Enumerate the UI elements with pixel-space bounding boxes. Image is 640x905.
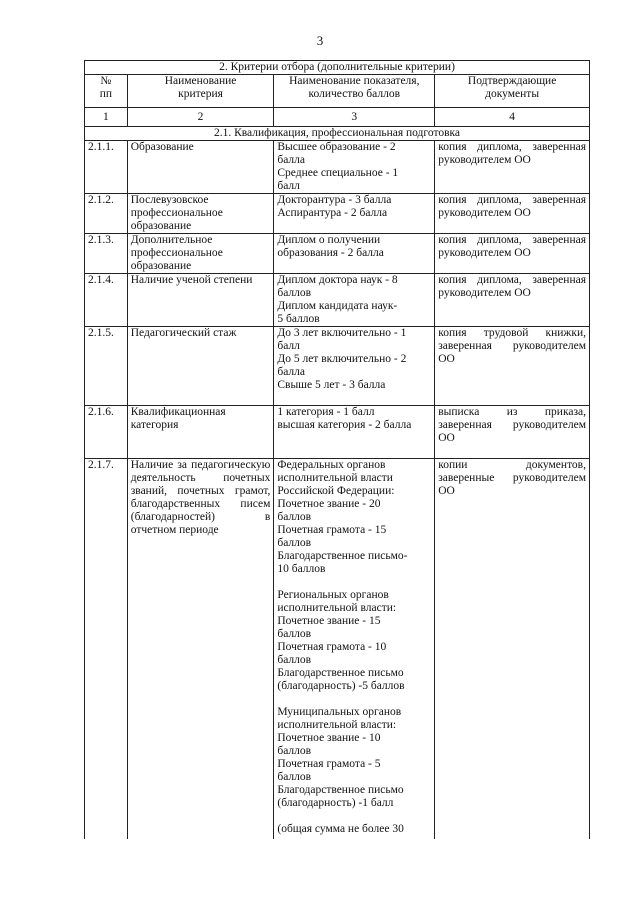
header-indicator: Наименование показателя, количество баллов <box>274 75 435 108</box>
row-number: 2.1.7. <box>85 459 128 840</box>
supporting-documents: выписка из приказа, заверенная руководителем ОО <box>435 406 590 459</box>
supporting-documents: копия трудовой книжки, заверенная руководителем ОО <box>435 327 590 406</box>
indicator-points: 1 категория - 1 балл высшая категория - 2 балла <box>274 406 435 459</box>
indicator-points: Докторантура - 3 балла Аспирантура - 2 балла <box>274 194 435 234</box>
row-number: 2.1.2. <box>85 194 128 234</box>
table-row <box>85 327 590 406</box>
criterion-name: Педагогический стаж <box>127 327 274 406</box>
indicator-points: Высшее образование - 2 балла Среднее специальное - 1 балл <box>274 141 435 194</box>
row-number: 2.1.6. <box>85 406 128 459</box>
table-row <box>85 141 590 194</box>
criterion-name: Наличие за педагогическую деятельность почетных званий, почетных грамот, благодарственных писем (благодарностей) в отчетном периоде <box>127 459 274 840</box>
criterion-name: Квалификационная категория <box>127 406 274 459</box>
indicator-points: До 3 лет включительно - 1 балл До 5 лет включительно - 2 балла Свыше 5 лет - 3 балла <box>274 327 435 406</box>
indicator-points: Диплом о получении образования - 2 балла <box>274 234 435 274</box>
row-number: 2.1.5. <box>85 327 128 406</box>
page-number: 3 <box>316 33 324 48</box>
criterion-name: Послевузовское профессиональное образование <box>127 194 274 234</box>
header-number: № пп <box>85 75 128 108</box>
supporting-documents: копия диплома, заверенная руководителем ОО <box>435 141 590 194</box>
table-row <box>85 459 590 840</box>
indicator-points: Федеральных органов исполнительной власти Российской Федерации: Почетное звание - 20 баллов Почетная грамота - 15 баллов Благодарственное письмо- 10 баллов Региональных органов исполнительной власти: Почетное звание - 15 баллов Почетная грамота - 10 баллов Благодарственное письмо (благодарность) -5 баллов Муниципальных органов исполнительной власти: Почетное звание - 10 баллов Почетная грамота - 5 баллов Благодарственное письмо (благодарность) -1 балл (общая сумма не более 30 <box>274 459 435 840</box>
column-number: 3 <box>274 108 435 127</box>
header-documents: Подтверждающие документы <box>435 75 590 108</box>
criterion-name: Наличие ученой степени <box>127 274 274 327</box>
indicator-points: Диплом доктора наук - 8 баллов Диплом кандидата наук- 5 баллов <box>274 274 435 327</box>
table-row <box>85 234 590 274</box>
column-number-row <box>85 108 590 127</box>
table-row <box>85 194 590 234</box>
column-number: 4 <box>435 108 590 127</box>
column-number: 2 <box>127 108 274 127</box>
header-row <box>85 75 590 108</box>
section-title: 2. Критерии отбора (дополнительные критерии) <box>85 61 590 75</box>
supporting-documents: копия диплома, заверенная руководителем ОО <box>435 274 590 327</box>
row-number: 2.1.4. <box>85 274 128 327</box>
column-number: 1 <box>85 108 128 127</box>
criteria-table <box>84 60 590 839</box>
table-row <box>85 406 590 459</box>
criterion-name: Дополнительное профессиональное образование <box>127 234 274 274</box>
subsection-title-row <box>85 127 590 141</box>
section-title-row <box>85 61 590 75</box>
supporting-documents: копии документов, заверенные руководителем ОО <box>435 459 590 840</box>
subsection-title: 2.1. Квалификация, профессиональная подготовка <box>85 127 590 141</box>
row-number: 2.1.3. <box>85 234 128 274</box>
row-number: 2.1.1. <box>85 141 128 194</box>
header-criterion-name: Наименование критерия <box>127 75 274 108</box>
table-row <box>85 274 590 327</box>
supporting-documents: копия диплома, заверенная руководителем ОО <box>435 194 590 234</box>
criterion-name: Образование <box>127 141 274 194</box>
supporting-documents: копия диплома, заверенная руководителем ОО <box>435 234 590 274</box>
